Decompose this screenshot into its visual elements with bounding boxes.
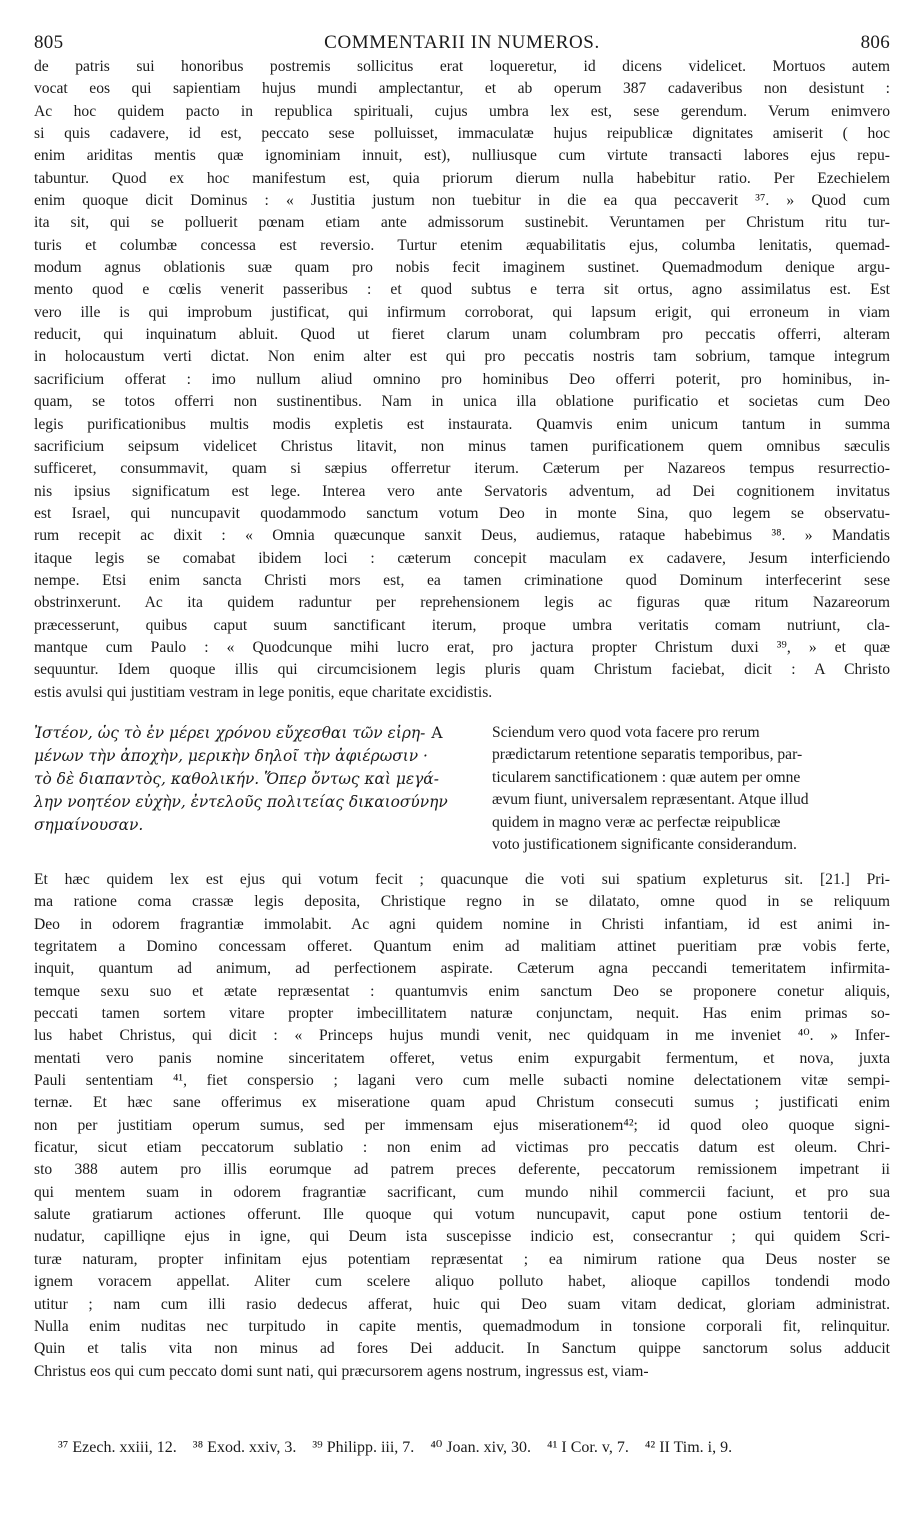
text-line: ma ratione coma crassæ legis deposita, Christique regno in se dilatato, omne quod in se reliquum — [34, 893, 890, 911]
text-line: vero ille is qui improbum justificat, qui infirmum corroborat, qui lapsum erigit, qui erroneum in viam — [34, 303, 890, 321]
latin-line: ævum fiunt, universalem repræsentant. Atque illud — [492, 791, 809, 809]
footnote: ³⁷ Ezech. xxiii, 12. — [58, 1439, 177, 1456]
text-line: estis avulsi qui justitiam vestram in lege ponitis, eque charitate excidistis. — [34, 683, 493, 701]
text-line: tegritatem a Domino concessam offeret. Quantum enim ad malitiam attinet pueritiam præ vobis ferte, — [34, 938, 890, 955]
text-line: turæ naturam, propter infinitam ejus potentiam repræsentat ; ea nimirum ratione qua Deus noster se — [34, 1250, 890, 1268]
parallel-columns — [34, 722, 890, 857]
text-line: enim quoque dicit Dominus : « Justitia justum non tuebitur in die ea qua peccaverit ³⁷. » Quod cum — [34, 192, 890, 210]
text-line: de patris sui honoribus postremis sollicitus erat loqueretur, id dicens videlicet. Mortuos autem — [34, 58, 890, 75]
text-line: qui mentem suam in odorem fragrantiæ sacrificant, cum mundo nihil commercii faciunt, et pro sua — [34, 1183, 890, 1201]
text-line: non per justitiam operum sumus, sed per immensam ejus miserationem⁴²; id quod oleo quoque signi- — [34, 1116, 890, 1134]
column-marker: A — [431, 723, 443, 742]
text-line: ternæ. Et hæc sane offerimus ex miseratione quam apud Christum consecuti sumus ; justificati enim — [34, 1094, 890, 1112]
commentary-paragraph-2 — [34, 869, 890, 1383]
footnote: ⁴¹ I Cor. v, 7. — [547, 1439, 629, 1456]
text-line: ignem voracem appellat. Aliter cum scelere aliquo polluto habet, alioque capillos tondendi modo — [34, 1273, 890, 1291]
text-line: ita sit, qui se polluerit pœnam etiam ante admissorum sustinebit. Veruntamen per Christum ritu tur- — [34, 214, 890, 232]
text-line: obstrinxerunt. Ac ita quidem raduntur per reprehensionem legis ac figuras quæ ritum Nazareorum — [34, 594, 890, 612]
latin-line: prædictarum retentione separatis temporibus, par- — [492, 746, 803, 764]
text-line: turis et columbæ concessa est reversio. Turtur etenim æquabilitatis ejus, columba lenitatis, quemad- — [34, 236, 890, 254]
text-line: mento quod e cœlis venerit passeribus : et quod subtus e terra sit ortus, agno assimilatus est. Est — [34, 281, 890, 299]
footnote: ³⁹ Philipp. iii, 7. — [312, 1439, 415, 1456]
text-line: Deo in odorem fragrantiæ immolabit. Ac agni quidem nomine in Christi infantiam, id est animi in- — [34, 915, 890, 933]
running-title: COMMENTARII IN NUMEROS. — [324, 32, 600, 53]
text-line: sufficeret, consummavit, quam si sæpius offerretur iterum. Cæterum per Nazareos tempus resurrectio- — [34, 460, 890, 478]
footnote: ³⁸ Exod. xxiv, 3. — [192, 1439, 297, 1456]
text-line: modum agnus oblationis suæ quam pro nobis fecit imaginem sustinet. Quemadmodum denique argu- — [34, 259, 890, 277]
greek-line: Ἰστέον, ὡς τὸ ἐν μέρει χρόνου εὔχεσθαι τῶν εἰρη- A — [34, 723, 443, 742]
text-line: rum recepit ac dixit : « Omnia quæcunque sanxit Deus, audiemus, rataque habebimus ³⁸. » Mandatis — [34, 527, 890, 545]
text-line: Pauli sententiam ⁴¹, fiet conspersio ; lagani vero cum melle subacti nomine delectationem vitæ sempi- — [34, 1072, 890, 1090]
footnote: ⁴⁰ Joan. xiv, 30. — [430, 1439, 532, 1456]
left-page-number: 805 — [34, 32, 64, 53]
text-line: sto 388 autem pro illis eorumque ad patrem preces deferente, peccatorum remissionem impetrant ii — [34, 1161, 890, 1179]
text-line: temque sexu suo et ætate repræsentat : quantumvis enim sanctum Deo se proponere conetur aliquis, — [34, 982, 890, 1000]
text-line: vocat eos qui sapientiam hujus mundi amplectantur, et ab operum 387 cadaveribus non desistunt : — [34, 80, 890, 98]
footnote: ⁴² II Tim. i, 9. — [644, 1439, 733, 1456]
greek-line: τὸ δὲ διαπαντὸς, καθολικήν. Ὅπερ ὄντως καὶ μεγά- — [34, 769, 439, 788]
greek-column — [34, 722, 492, 857]
text-line: tabuntur. Quod ex hoc manifestum est, quia priorum dierum nulla habebitur ratio. Per Ezechielem — [34, 169, 890, 187]
greek-line: μένων τὴν ἀποχὴν, μερικὴν δηλοῖ τὴν ἀφιέρωσιν · — [34, 746, 428, 765]
right-page-number: 806 — [860, 32, 890, 53]
running-header — [34, 32, 890, 54]
text-line: est Israel, qui nuncupavit quodammodo sanctum votum Deo in monte Sina, quo legem se observatu- — [34, 504, 890, 522]
latin-line: ticularem sanctificationem : quæ autem per omne — [492, 768, 801, 786]
text-line: ficatur, sicut etiam peccatorum sublatio : non enim ad victimas pro peccatis datum est oleum. Chri- — [34, 1139, 890, 1157]
text-line: reducit, qui inquinatum abluit. Quod ut fieret clarum unam columbram pro peccatis offerri, alteram — [34, 326, 890, 344]
commentary-paragraph-1 — [34, 56, 890, 704]
text-line: mentati vero panis nomine sinceritatem offeret, vetus enim expurgabit fermentum, et nova, juxta — [34, 1049, 890, 1067]
text-line: sacrificium offerat : imo nullum aliud omnino pro hominibus Deo offerri poterit, pro hominibus, in- — [34, 370, 890, 388]
text-line: mantque cum Paulo : « Quodcunque mihi lucro erat, pro jactura propter Christum duxi ³⁹, » et quæ — [34, 638, 890, 656]
greek-line: σημαίνουσαν. — [34, 815, 144, 834]
text-line: quam, se totos offerri non sustinentibus. Nam in unica illa oblatione purificatio et societas cum Deo — [34, 393, 890, 411]
text-line: Nulla enim nuditas nec turpitudo in capite mentis, quemadmodum in tonsione corporali fit, relinquitur. — [34, 1317, 890, 1335]
text-line: enim ariditas mentis quæ ignominiam innuit, est), nulliusque cum virtute transacti labores ejus repu- — [34, 147, 890, 165]
text-line: nis ipsius significatum est lege. Interea vero ante Servatoris adventum, ad Dei cognitionem invitatus — [34, 482, 890, 500]
page — [34, 32, 890, 1383]
text-line: inquit, quantum ad animum, ad perfectionem aspirate. Cæterum agna peccandi temeritatem infirmita- — [34, 960, 890, 978]
text-line: nudatur, capilliqne ejus in igne, qui Deum ista suscepisse indicio est, consecrantur ; qui quidem Scri- — [34, 1228, 890, 1246]
latin-line: quidem in magno veræ ac perfectæ reipublicæ — [492, 813, 781, 831]
text-line: nempe. Etsi enim sancta Christi mors est, ea tamen criminatione quod Dominum interfecerint sese — [34, 571, 890, 589]
text-line: Et hæc quidem lex est ejus qui votum fecit ; quacunque die voti sui spatium expleturus sit. [21.] Pri- — [34, 870, 890, 888]
greek-line: λην νοητέον εὐχὴν, ἐντελοῦς πολιτείας δικαιοσύνην — [34, 792, 448, 811]
text-line: peccati tamen sortem vitare propter imbecillitatem naturæ conjunctam, nequit. Has enim primas so- — [34, 1005, 890, 1023]
latin-column — [492, 722, 890, 857]
text-line: Ac hoc quidem pacto in republica spirituali, cujus umbra lex est, sese gerendum. Verum enimvero — [34, 102, 890, 120]
text-line: itaque legis se comabat ibidem loci : cæterum concepit maculam ex cadavere, Jesum interficiendo — [34, 549, 890, 567]
footnotes — [58, 1437, 888, 1457]
text-line: sequuntur. Idem quoque illis qui circumcisionem legis pluris quam Christum faciebat, dicit : A Christo — [34, 661, 890, 679]
text-line: lus habet Christus, qui dicit : « Princeps hujus mundi venit, nec quidquam in me inveniet ⁴⁰. » Infer- — [34, 1027, 890, 1045]
text-line: utitur ; nam cum illi rasio dedecus afferat, huic qui Deo suam vitam dedicat, gloriam administrat. — [34, 1295, 890, 1313]
latin-line: Sciendum vero quod vota facere pro rerum — [492, 723, 760, 741]
text-line: præcesserunt, quibus caput suum sanctificant iterum, proque umbra veritatis comam nutriunt, cla- — [34, 616, 890, 634]
text-line: sacrificium seipsum videlicet Christus litavit, non minus tamen purificationem quem omnibus sæculis — [34, 437, 890, 455]
text-line: Quin et talis vita non minus ad fores Dei adducit. In Sanctum quippe sanctorum solus adducit — [34, 1340, 890, 1358]
text-line: in holocaustum verti dictat. Non enim alter est qui pro peccatis nostris tam sobrium, tamque integrum — [34, 348, 890, 366]
text-line: Christus eos qui cum peccato domi sunt nati, qui præcursorem agens nostrum, ingressus est, viam- — [34, 1362, 649, 1380]
text-line: salute gratiarum actiones offerunt. Ille quoque qui votum nuncupavit, caput pone ostium tentorii de- — [34, 1206, 890, 1224]
text-line: legis purificationibus multis modis expletis est instaurata. Quamvis enim unicum tantum in summa — [34, 415, 890, 433]
text-line: si quis cadavere, id est, peccato sese polluisset, immaculatæ hujus reipublicæ dignitates amiserit ( hoc — [34, 125, 890, 143]
latin-line: voto justificationem significante considerandum. — [492, 836, 797, 854]
